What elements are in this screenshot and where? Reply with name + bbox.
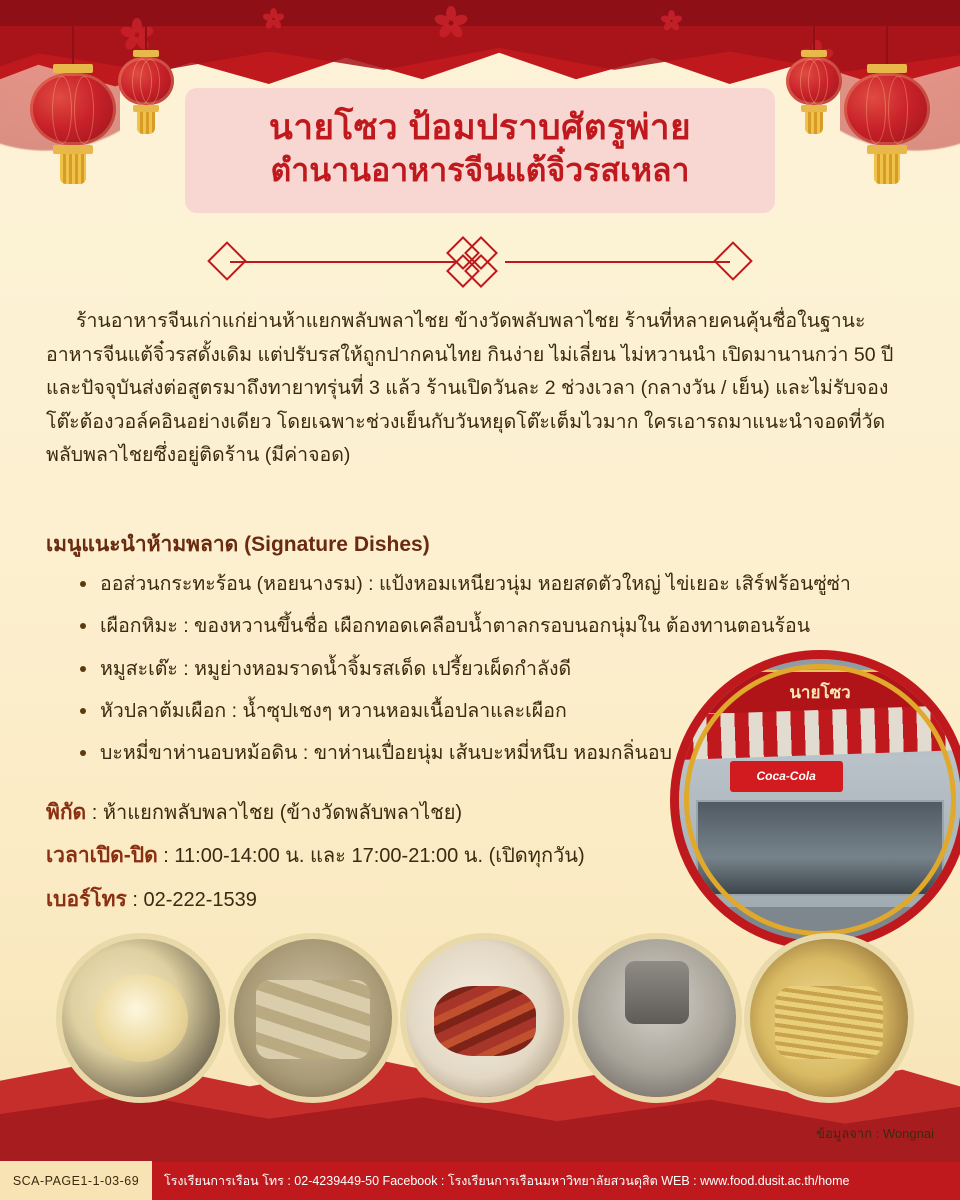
- food-photo-row: [46, 933, 926, 1108]
- info-value: : ห้าแยกพลับพลาไชย (ข้างวัดพลับพลาไชย): [86, 802, 463, 824]
- intro-paragraph: ร้านอาหารจีนเก่าแก่ย่านห้าแยกพลับพลาไชย ข้างวัดพลับพลาไชย ร้านที่หลายคนคุ้นชื่อในฐานะอาหารจีนแต้จิ๋วรสดั้งเดิม แต่ปรับรสให้ถูกปากคนไทย กินง่าย ไม่เลี่ยน ไม่หวานนำ เปิดมานานกว่า 50 ปี และปัจจุบันส่งต่อสูตรมาถึงทายาทรุ่นที่ 3 แล้ว ร้านเปิดวันละ 2 ช่วงเวลา (กลางวัน / เย็น) และไม่รับจองโต๊ะต้องวอล์คอินอย่างเดียว โดยเฉพาะช่วงเย็นกับวันหยุดโต๊ะเต็มไวมาก ใครเอารถมาแนะนำจอดที่วัดพลับพลาไชยซึ่งอยู่ติดร้าน (มีค่าจอด): [46, 310, 894, 467]
- shop-sign-text: นายโซว: [702, 670, 939, 715]
- page-title: นายโซว ป้อมปราบศัตรูพ่าย: [268, 108, 692, 147]
- food-photo: [400, 933, 570, 1103]
- food-photo: [572, 933, 742, 1103]
- list-item: เผือกหิมะ : ของหวานขึ้นชื่อ เผือกทอดเคลือบน้ำตาลกรอบนอกนุ่มใน ต้องทานตอนร้อน: [78, 612, 918, 641]
- info-row-hours: [46, 841, 706, 870]
- info-row-location: [46, 798, 706, 827]
- info-block: [46, 798, 706, 928]
- divider-ornament: [0, 232, 960, 292]
- storefront-photo: [670, 650, 960, 950]
- source-credit: ข้อมูลจาก : Wongnai: [816, 1126, 934, 1141]
- plum-blossom-icon: [434, 6, 468, 40]
- lantern-icon: [30, 18, 116, 184]
- lantern-icon: [786, 4, 842, 134]
- food-photo: [744, 933, 914, 1103]
- signature-heading: เมนูแนะนำห้ามพลาด (Signature Dishes): [46, 533, 430, 556]
- info-label: เบอร์โทร: [46, 887, 127, 911]
- plum-blossom-icon: [660, 10, 682, 32]
- info-label: เวลาเปิด-ปิด: [46, 844, 158, 868]
- food-photo: [56, 933, 226, 1103]
- plum-blossom-icon: [262, 8, 284, 30]
- title-box: [185, 88, 775, 213]
- footer-contact: โรงเรียนการเรือน โทร : 02-4239449-50 Facebook : โรงเรียนการเรือนมหาวิทยาลัยสวนดุสิต WEB : www.food.dusit.ac.th/home: [164, 1174, 850, 1188]
- lantern-icon: [844, 18, 930, 184]
- info-row-phone: [46, 885, 706, 914]
- list-item: หมูสะเต๊ะ : หมูย่างหอมราดน้ำจิ้มรสเด็ด เปรี้ยวเผ็ดกำลังดี: [78, 655, 918, 684]
- lantern-icon: [118, 4, 174, 134]
- info-label: พิกัด: [46, 801, 87, 824]
- coca-cola-sign: Coca-Cola: [730, 761, 843, 792]
- list-item: หัวปลาต้มเผือก : น้ำซุปเชงๆ หวานหอมเนื้อปลาและเผือก: [78, 697, 918, 726]
- list-item: บะหมี่ขาห่านอบหม้อดิน : ขาห่านเปื่อยนุ่ม เส้นบะหมี่หนึบ หอมกลิ่นอบ: [78, 739, 918, 768]
- info-value: : 02-222-1539: [126, 888, 257, 911]
- page-subtitle: ตำนานอาหารจีนแต้จิ๋วรสเหลา: [270, 151, 690, 188]
- page-code: SCA-PAGE1-1-03-69: [0, 1162, 152, 1200]
- info-value: : 11:00-14:00 น. และ 17:00-21:00 น. (เปิดทุกวัน): [157, 845, 585, 868]
- food-photo: [228, 933, 398, 1103]
- footer-bar: [0, 1162, 960, 1200]
- list-item: ออส่วนกระทะร้อน (หอยนางรม) : แป้งหอมเหนียวนุ่ม หอยสดตัวใหญ่ ไข่เยอะ เสิร์ฟร้อนซู่ซ่า: [78, 570, 918, 599]
